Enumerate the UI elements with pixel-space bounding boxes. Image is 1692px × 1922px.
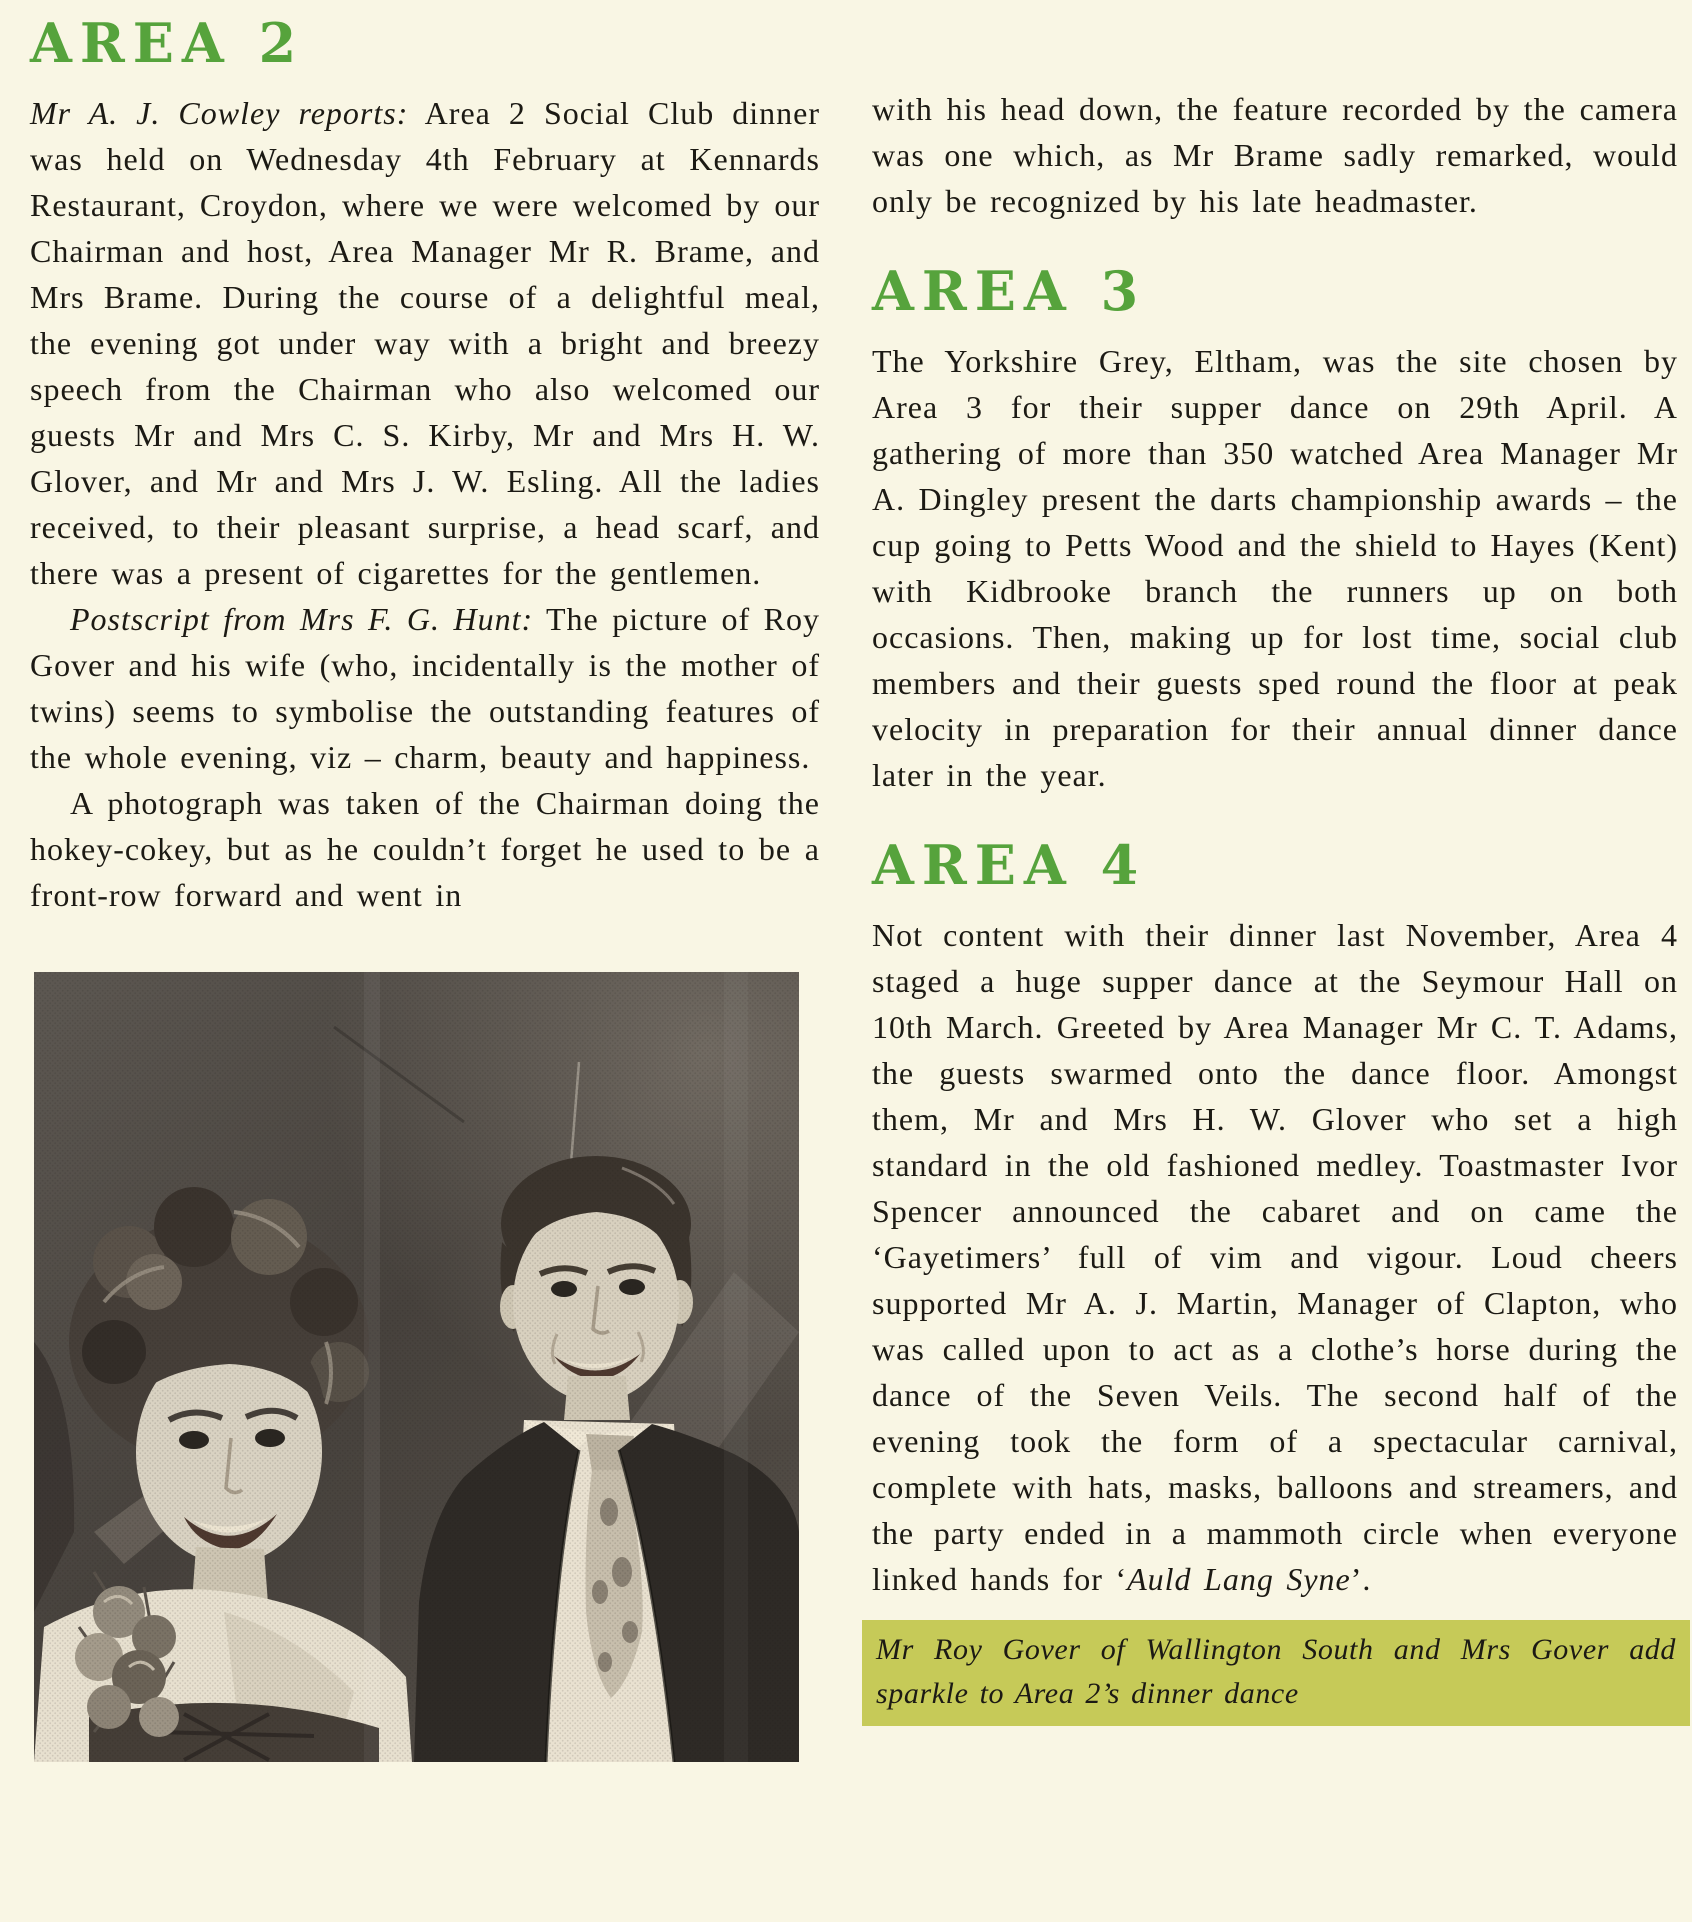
area2-heading: AREA 2 bbox=[30, 11, 305, 75]
two-column-layout bbox=[30, 11, 1678, 1762]
area2-paragraph-1 bbox=[30, 90, 820, 596]
reporter-credit: Mr A. J. Cowley reports: bbox=[30, 95, 409, 131]
right-column bbox=[872, 14, 1678, 1762]
area2-paragraph-3: A photograph was taken of the Chairman doing the hokey-cokey, but as he couldn’t forget he used to be a front-row forward and went in bbox=[30, 785, 820, 913]
postscript-credit: Postscript from Mrs F. G. Hunt: bbox=[70, 601, 534, 637]
area3-heading: AREA 3 bbox=[872, 259, 1147, 323]
photo-caption: Mr Roy Gover of Wallington South and Mrs Gover add sparkle to Area 2’s dinner dance bbox=[862, 1620, 1690, 1726]
area2-paragraph-2-text: The picture of Roy Gover and his wife (who, incidentally is the mother of twins) seems to symbolise the outstanding features of the whole evening, viz – charm, beauty and happiness. bbox=[30, 601, 821, 775]
left-column bbox=[30, 11, 821, 1762]
area4-paragraph bbox=[872, 912, 1678, 1602]
auld-lang-syne-phrase: Auld Lang Syne bbox=[1127, 1561, 1351, 1597]
area4-heading: AREA 4 bbox=[872, 833, 1147, 897]
area2-continuation-paragraph: with his head down, the feature recorded by the camera was one which, as Mr Brame sadly remarked, would only be recognized by his late headmaster. bbox=[872, 91, 1678, 219]
area2-paragraph-1-text: Area 2 Social Club dinner was held on Wednesday 4th February at Kennards Restaurant, Croydon, where we were welcomed by our Chairman and host, Area Manager Mr R. Brame, and Mrs Brame. During the course of a delightful meal, the evening got under way with a bright and breezy speech from the Chairman who also welcomed our guests Mr and Mrs C. S. Kirby, Mr and Mrs H. W. Glover, and Mr and Mrs J. W. Esling. All the ladies received, to their pleasant surprise, a head scarf, and there was a present of cigarettes for the gentlemen. bbox=[30, 95, 821, 591]
area4-paragraph-end: ’. bbox=[1350, 1561, 1372, 1597]
area3-paragraph: The Yorkshire Grey, Eltham, was the site chosen by Area 3 for their supper dance on 29th April. A gathering of more than 350 watched Area Manager Mr A. Dingley present the darts championship awards – the cup going to Petts Wood and the shield to Hayes (Kent) with Kidbrooke branch the runners up on both occasions. Then, making up for lost time, social club members and their guests sped round the floor at peak velocity in preparation for their annual dinner dance later in the year. bbox=[872, 343, 1678, 793]
area4-paragraph-text: Not content with their dinner last November, Area 4 staged a huge supper dance at the Seymour Hall on 10th March. Greeted by Area Manager Mr C. T. Adams, the guests swarmed onto the dance floor. Amongst them, Mr and Mrs H. W. Glover who set a high standard in the old fashioned medley. Toastmaster Ivor Spencer announced the cabaret and on came the ‘Gayetimers’ full of vim and vigour. Loud cheers supported Mr A. J. Martin, Manager of Clapton, who was called upon to act as a clothe’s horse during the dance of the Seven Veils. The second half of the evening took the form of a spectacular carnival, complete with hats, masks, balloons and streamers, and the party ended in a mammoth circle when everyone linked hands for ‘ bbox=[872, 917, 1678, 1597]
dinner-dance-photo bbox=[34, 972, 799, 1762]
photo-illustration bbox=[34, 972, 799, 1762]
area2-paragraph-2 bbox=[30, 596, 820, 780]
